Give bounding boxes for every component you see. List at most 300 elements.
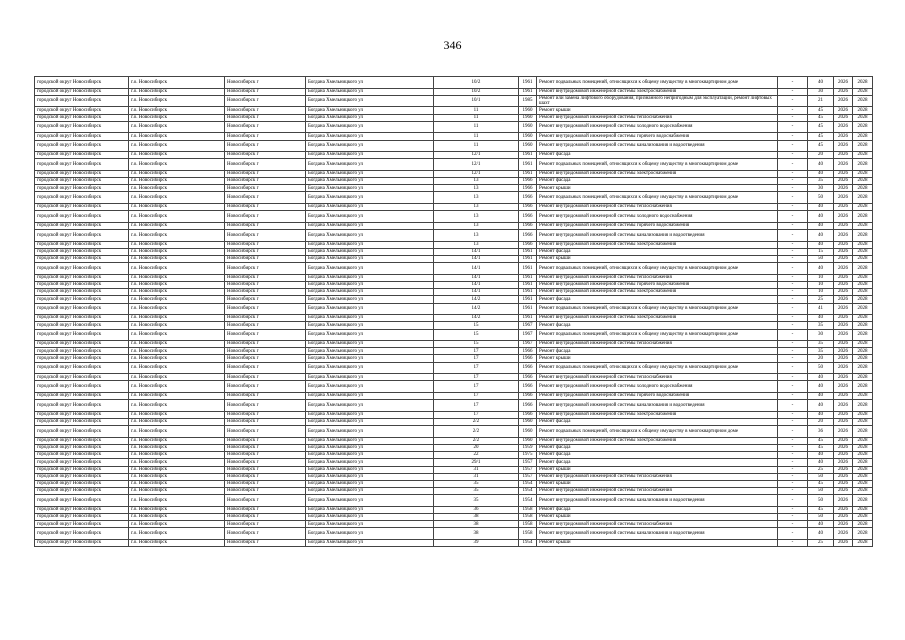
locality-cell: Новосибирск г — [225, 88, 306, 95]
street-cell: Богдана Хмельницкого ул — [306, 296, 434, 303]
start-year-cell: 2026 — [834, 230, 853, 242]
blank-cell: - — [778, 426, 808, 438]
street-cell: Богдана Хмельницкого ул — [306, 488, 434, 495]
locality-cell: Новосибирск г — [225, 263, 306, 275]
table-row — [35, 95, 873, 107]
work-type-cell: Ремонт внутридомовой инженерной системы канализования и водоотведения — [537, 230, 778, 242]
house-number-cell: 17 — [434, 400, 519, 412]
work-type-cell: Ремонт крыши — [537, 466, 778, 473]
settlement-cell: г.о. Новосибирск — [129, 114, 225, 121]
blank-cell: - — [778, 488, 808, 495]
start-year-cell: 2026 — [834, 473, 853, 480]
settlement-cell: г.о. Новосибирск — [129, 355, 225, 362]
settlement-cell: г.о. Новосибирск — [129, 152, 225, 159]
street-cell: Богдана Хмельницкого ул — [306, 230, 434, 242]
municipality-cell: городской округ Новосибирск — [35, 178, 129, 185]
end-year-cell: 2028 — [853, 289, 873, 296]
street-cell: Богдана Хмельницкого ул — [306, 400, 434, 412]
start-year-cell: 2026 — [834, 488, 853, 495]
build-year-cell: 1960 — [519, 140, 537, 152]
house-number-cell: 22 — [434, 452, 519, 459]
work-type-cell: Ремонт фасада — [537, 506, 778, 513]
table-row — [35, 133, 873, 140]
cost-cell: 40 — [808, 521, 834, 528]
settlement-cell: г.о. Новосибирск — [129, 400, 225, 412]
settlement-cell: г.о. Новосибирск — [129, 329, 225, 341]
street-cell: Богдана Хмельницкого ул — [306, 341, 434, 348]
start-year-cell: 2026 — [834, 296, 853, 303]
settlement-cell: г.о. Новосибирск — [129, 374, 225, 381]
start-year-cell: 2026 — [834, 480, 853, 487]
blank-cell: - — [778, 329, 808, 341]
settlement-cell: г.о. Новосибирск — [129, 159, 225, 171]
house-number-cell: 14/1 — [434, 289, 519, 296]
table-row — [35, 263, 873, 275]
start-year-cell: 2026 — [834, 437, 853, 444]
locality-cell: Новосибирск г — [225, 133, 306, 140]
municipality-cell: городской округ Новосибирск — [35, 426, 129, 438]
settlement-cell: г.о. Новосибирск — [129, 274, 225, 281]
municipality-cell: городской округ Новосибирск — [35, 411, 129, 418]
cost-cell: 15 — [808, 248, 834, 255]
start-year-cell: 2026 — [834, 374, 853, 381]
locality-cell: Новосибирск г — [225, 256, 306, 263]
settlement-cell: г.о. Новосибирск — [129, 437, 225, 444]
settlement-cell: г.о. Новосибирск — [129, 230, 225, 242]
municipality-cell: городской округ Новосибирск — [35, 514, 129, 521]
table-row — [35, 419, 873, 426]
work-type-cell: Ремонт внутридомовой инженерной системы канализования и водоотведения — [537, 495, 778, 507]
build-year-cell: 1957 — [519, 473, 537, 480]
settlement-cell: г.о. Новосибирск — [129, 411, 225, 418]
start-year-cell: 2026 — [834, 185, 853, 192]
table-row — [35, 488, 873, 495]
build-year-cell: 1954 — [519, 540, 537, 547]
street-cell: Богдана Хмельницкого ул — [306, 281, 434, 288]
start-year-cell: 2026 — [834, 348, 853, 355]
end-year-cell: 2028 — [853, 506, 873, 513]
table-row — [35, 315, 873, 322]
end-year-cell: 2028 — [853, 274, 873, 281]
blank-cell: - — [778, 452, 808, 459]
cost-cell: 50 — [808, 192, 834, 204]
locality-cell: Новосибирск г — [225, 77, 306, 89]
start-year-cell: 2026 — [834, 152, 853, 159]
cost-cell: 40 — [808, 170, 834, 177]
start-year-cell: 2026 — [834, 107, 853, 114]
house-number-cell: 11 — [434, 133, 519, 140]
start-year-cell: 2026 — [834, 322, 853, 329]
end-year-cell: 2028 — [853, 362, 873, 374]
settlement-cell: г.о. Новосибирск — [129, 528, 225, 540]
locality-cell: Новосибирск г — [225, 204, 306, 211]
municipality-cell: городской округ Новосибирск — [35, 256, 129, 263]
table-row — [35, 521, 873, 528]
settlement-cell: г.о. Новосибирск — [129, 289, 225, 296]
municipality-cell: городской округ Новосибирск — [35, 230, 129, 242]
end-year-cell: 2028 — [853, 374, 873, 381]
blank-cell: - — [778, 362, 808, 374]
start-year-cell: 2026 — [834, 274, 853, 281]
table-row — [35, 222, 873, 229]
table-row — [35, 140, 873, 152]
table-row — [35, 170, 873, 177]
start-year-cell: 2026 — [834, 419, 853, 426]
blank-cell: - — [778, 506, 808, 513]
cost-cell: 21 — [808, 95, 834, 107]
build-year-cell: 1961 — [519, 88, 537, 95]
blank-cell: - — [778, 528, 808, 540]
end-year-cell: 2028 — [853, 140, 873, 152]
start-year-cell: 2026 — [834, 329, 853, 341]
blank-cell: - — [778, 444, 808, 451]
locality-cell: Новосибирск г — [225, 466, 306, 473]
settlement-cell: г.о. Новосибирск — [129, 315, 225, 322]
municipality-cell: городской округ Новосибирск — [35, 77, 129, 89]
municipality-cell: городской округ Новосибирск — [35, 303, 129, 315]
settlement-cell: г.о. Новосибирск — [129, 341, 225, 348]
street-cell: Богдана Хмельницкого ул — [306, 459, 434, 466]
table-row — [35, 393, 873, 400]
blank-cell: - — [778, 204, 808, 211]
locality-cell: Новосибирск г — [225, 528, 306, 540]
blank-cell: - — [778, 230, 808, 242]
locality-cell: Новосибирск г — [225, 480, 306, 487]
blank-cell: - — [778, 303, 808, 315]
municipality-cell: городской округ Новосибирск — [35, 341, 129, 348]
blank-cell: - — [778, 466, 808, 473]
end-year-cell: 2028 — [853, 315, 873, 322]
locality-cell: Новосибирск г — [225, 473, 306, 480]
table-row — [35, 514, 873, 521]
house-number-cell: 14/1 — [434, 263, 519, 275]
blank-cell: - — [778, 315, 808, 322]
street-cell: Богдана Хмельницкого ул — [306, 303, 434, 315]
locality-cell: Новосибирск г — [225, 296, 306, 303]
municipality-cell: городской округ Новосибирск — [35, 444, 129, 451]
locality-cell: Новосибирск г — [225, 281, 306, 288]
build-year-cell: 1960 — [519, 121, 537, 133]
start-year-cell: 2026 — [834, 114, 853, 121]
municipality-cell: городской округ Новосибирск — [35, 329, 129, 341]
build-year-cell: 1960 — [519, 133, 537, 140]
blank-cell: - — [778, 514, 808, 521]
end-year-cell: 2028 — [853, 211, 873, 223]
work-type-cell: Ремонт крыши — [537, 107, 778, 114]
house-number-cell: 17 — [434, 374, 519, 381]
house-number-cell: 13 — [434, 204, 519, 211]
street-cell: Богдана Хмельницкого ул — [306, 393, 434, 400]
street-cell: Богдана Хмельницкого ул — [306, 121, 434, 133]
house-number-cell: 10/2 — [434, 77, 519, 89]
cost-cell: 40 — [808, 159, 834, 171]
work-type-cell: Ремонт внутридомовой инженерной системы горячего водоснабжения — [537, 281, 778, 288]
settlement-cell: г.о. Новосибирск — [129, 95, 225, 107]
municipality-cell: городской округ Новосибирск — [35, 315, 129, 322]
work-type-cell: Ремонт внутридомовой инженерной системы электроснабжения — [537, 170, 778, 177]
end-year-cell: 2028 — [853, 381, 873, 393]
start-year-cell: 2026 — [834, 540, 853, 547]
settlement-cell: г.о. Новосибирск — [129, 263, 225, 275]
start-year-cell: 2026 — [834, 362, 853, 374]
municipality-cell: городской округ Новосибирск — [35, 374, 129, 381]
build-year-cell: 1966 — [519, 393, 537, 400]
work-type-cell: Ремонт подвальных помещений, относящихся к общему имуществу в многоквартирном доме — [537, 362, 778, 374]
table-row — [35, 152, 873, 159]
street-cell: Богдана Хмельницкого ул — [306, 263, 434, 275]
blank-cell: - — [778, 393, 808, 400]
work-type-cell: Ремонт или замена лифтового оборудования, признанного непригодным для эксплуатации, ремонт лифтовых шахт — [537, 95, 778, 107]
municipality-cell: городской округ Новосибирск — [35, 473, 129, 480]
start-year-cell: 2026 — [834, 121, 853, 133]
house-number-cell: 14/2 — [434, 315, 519, 322]
cost-cell: 10 — [808, 274, 834, 281]
build-year-cell: 1966 — [519, 241, 537, 248]
settlement-cell: г.о. Новосибирск — [129, 514, 225, 521]
cost-cell: 25 — [808, 466, 834, 473]
house-number-cell: 13 — [434, 185, 519, 192]
table-row — [35, 185, 873, 192]
table-row — [35, 281, 873, 288]
work-type-cell: Ремонт внутридомовой инженерной системы электроснабжения — [537, 411, 778, 418]
locality-cell: Новосибирск г — [225, 121, 306, 133]
settlement-cell: г.о. Новосибирск — [129, 506, 225, 513]
municipality-cell: городской округ Новосибирск — [35, 419, 129, 426]
street-cell: Богдана Хмельницкого ул — [306, 322, 434, 329]
municipality-cell: городской округ Новосибирск — [35, 459, 129, 466]
page-number: 346 — [443, 38, 462, 52]
table-row — [35, 77, 873, 89]
municipality-cell: городской округ Новосибирск — [35, 393, 129, 400]
end-year-cell: 2028 — [853, 426, 873, 438]
blank-cell: - — [778, 341, 808, 348]
house-number-cell: 2/2 — [434, 419, 519, 426]
blank-cell: - — [778, 185, 808, 192]
municipality-cell: городской округ Новосибирск — [35, 114, 129, 121]
blank-cell: - — [778, 274, 808, 281]
work-type-cell: Ремонт внутридомовой инженерной системы канализования и водоотведения — [537, 528, 778, 540]
municipality-cell: городской округ Новосибирск — [35, 248, 129, 255]
start-year-cell: 2026 — [834, 211, 853, 223]
settlement-cell: г.о. Новосибирск — [129, 121, 225, 133]
street-cell: Богдана Хмельницкого ул — [306, 211, 434, 223]
settlement-cell: г.о. Новосибирск — [129, 480, 225, 487]
locality-cell: Новосибирск г — [225, 355, 306, 362]
end-year-cell: 2028 — [853, 480, 873, 487]
table-row — [35, 107, 873, 114]
cost-cell: 40 — [808, 374, 834, 381]
table-row — [35, 473, 873, 480]
end-year-cell: 2028 — [853, 185, 873, 192]
settlement-cell: г.о. Новосибирск — [129, 426, 225, 438]
cost-cell: 45 — [808, 444, 834, 451]
blank-cell: - — [778, 107, 808, 114]
start-year-cell: 2026 — [834, 411, 853, 418]
start-year-cell: 2026 — [834, 355, 853, 362]
end-year-cell: 2028 — [853, 411, 873, 418]
cost-cell: 30 — [808, 329, 834, 341]
work-type-cell: Ремонт подвальных помещений, относящихся к общему имуществу в многоквартирном доме — [537, 426, 778, 438]
build-year-cell: 1960 — [519, 114, 537, 121]
municipality-cell: городской округ Новосибирск — [35, 452, 129, 459]
settlement-cell: г.о. Новосибирск — [129, 521, 225, 528]
blank-cell: - — [778, 355, 808, 362]
build-year-cell: 1966 — [519, 355, 537, 362]
end-year-cell: 2028 — [853, 241, 873, 248]
cost-cell: 40 — [808, 411, 834, 418]
municipality-cell: городской округ Новосибирск — [35, 381, 129, 393]
street-cell: Богдана Хмельницкого ул — [306, 248, 434, 255]
start-year-cell: 2026 — [834, 506, 853, 513]
house-number-cell: 17 — [434, 355, 519, 362]
locality-cell: Новосибирск г — [225, 185, 306, 192]
house-number-cell: 13 — [434, 211, 519, 223]
street-cell: Богдана Хмельницкого ул — [306, 178, 434, 185]
build-year-cell: 1966 — [519, 374, 537, 381]
table-row — [35, 540, 873, 547]
municipality-cell: городской округ Новосибирск — [35, 107, 129, 114]
house-number-cell: 12/1 — [434, 170, 519, 177]
blank-cell: - — [778, 400, 808, 412]
settlement-cell: г.о. Новосибирск — [129, 170, 225, 177]
work-type-cell: Ремонт фасада — [537, 296, 778, 303]
locality-cell: Новосибирск г — [225, 540, 306, 547]
cost-cell: 40 — [808, 263, 834, 275]
locality-cell: Новосибирск г — [225, 211, 306, 223]
locality-cell: Новосибирск г — [225, 152, 306, 159]
house-number-cell: 17 — [434, 362, 519, 374]
municipality-cell: городской округ Новосибирск — [35, 274, 129, 281]
cost-cell: 35 — [808, 322, 834, 329]
end-year-cell: 2028 — [853, 256, 873, 263]
municipality-cell: городской округ Новосибирск — [35, 152, 129, 159]
blank-cell: - — [778, 211, 808, 223]
locality-cell: Новосибирск г — [225, 274, 306, 281]
locality-cell: Новосибирск г — [225, 411, 306, 418]
municipality-cell: городской округ Новосибирск — [35, 528, 129, 540]
settlement-cell: г.о. Новосибирск — [129, 211, 225, 223]
locality-cell: Новосибирск г — [225, 322, 306, 329]
build-year-cell: 1966 — [519, 185, 537, 192]
street-cell: Богдана Хмельницкого ул — [306, 480, 434, 487]
locality-cell: Новосибирск г — [225, 393, 306, 400]
municipality-cell: городской округ Новосибирск — [35, 540, 129, 547]
house-number-cell: 14/1 — [434, 281, 519, 288]
cost-cell: 40 — [808, 381, 834, 393]
cost-cell: 50 — [808, 256, 834, 263]
cost-cell: 40 — [808, 315, 834, 322]
end-year-cell: 2028 — [853, 152, 873, 159]
blank-cell: - — [778, 133, 808, 140]
end-year-cell: 2028 — [853, 329, 873, 341]
table-row — [35, 192, 873, 204]
street-cell: Богдана Хмельницкого ул — [306, 444, 434, 451]
work-type-cell: Ремонт внутридомовой инженерной системы горячего водоснабжения — [537, 133, 778, 140]
cost-cell: 40 — [808, 204, 834, 211]
blank-cell: - — [778, 540, 808, 547]
house-number-cell: 2/2 — [434, 437, 519, 444]
street-cell: Богдана Хмельницкого ул — [306, 437, 434, 444]
house-number-cell: 13 — [434, 230, 519, 242]
build-year-cell: 1959 — [519, 444, 537, 451]
start-year-cell: 2026 — [834, 426, 853, 438]
build-year-cell: 1967 — [519, 341, 537, 348]
start-year-cell: 2026 — [834, 289, 853, 296]
settlement-cell: г.о. Новосибирск — [129, 362, 225, 374]
settlement-cell: г.о. Новосибирск — [129, 192, 225, 204]
cost-cell: 35 — [808, 178, 834, 185]
end-year-cell: 2028 — [853, 159, 873, 171]
house-number-cell: 38 — [434, 514, 519, 521]
end-year-cell: 2028 — [853, 178, 873, 185]
cost-cell: 50 — [808, 488, 834, 495]
street-cell: Богдана Хмельницкого ул — [306, 495, 434, 507]
blank-cell: - — [778, 495, 808, 507]
build-year-cell: 1954 — [519, 480, 537, 487]
work-type-cell: Ремонт внутридомовой инженерной системы электроснабжения — [537, 315, 778, 322]
table-row — [35, 230, 873, 242]
table-row — [35, 437, 873, 444]
cost-cell: 36 — [808, 426, 834, 438]
end-year-cell: 2028 — [853, 473, 873, 480]
cost-cell: 40 — [808, 393, 834, 400]
table-row — [35, 444, 873, 451]
locality-cell: Новосибирск г — [225, 341, 306, 348]
build-year-cell: 1954 — [519, 495, 537, 507]
build-year-cell: 1966 — [519, 348, 537, 355]
settlement-cell: г.о. Новосибирск — [129, 381, 225, 393]
work-type-cell: Ремонт внутридомовой инженерной системы теплоснабжения — [537, 374, 778, 381]
house-number-cell: 12/1 — [434, 152, 519, 159]
locality-cell: Новосибирск г — [225, 159, 306, 171]
street-cell: Богдана Хмельницкого ул — [306, 528, 434, 540]
start-year-cell: 2026 — [834, 459, 853, 466]
locality-cell: Новосибирск г — [225, 114, 306, 121]
house-number-cell: 38 — [434, 528, 519, 540]
cost-cell: 20 — [808, 152, 834, 159]
house-number-cell: 20 — [434, 444, 519, 451]
house-number-cell: 36 — [434, 506, 519, 513]
work-type-cell: Ремонт фасада — [537, 419, 778, 426]
cost-cell: 10 — [808, 281, 834, 288]
street-cell: Богдана Хмельницкого ул — [306, 348, 434, 355]
street-cell: Богдана Хмельницкого ул — [306, 152, 434, 159]
settlement-cell: г.о. Новосибирск — [129, 133, 225, 140]
end-year-cell: 2028 — [853, 419, 873, 426]
build-year-cell: 1957 — [519, 459, 537, 466]
build-year-cell: 1958 — [519, 521, 537, 528]
locality-cell: Новосибирск г — [225, 381, 306, 393]
settlement-cell: г.о. Новосибирск — [129, 296, 225, 303]
locality-cell: Новосибирск г — [225, 437, 306, 444]
repair-schedule-table — [34, 76, 873, 547]
build-year-cell: 1967 — [519, 329, 537, 341]
house-number-cell: 15 — [434, 329, 519, 341]
cost-cell: 40 — [808, 222, 834, 229]
start-year-cell: 2026 — [834, 263, 853, 275]
work-type-cell: Ремонт крыши — [537, 480, 778, 487]
table-row — [35, 459, 873, 466]
locality-cell: Новосибирск г — [225, 426, 306, 438]
build-year-cell: 1961 — [519, 289, 537, 296]
cost-cell: 50 — [808, 473, 834, 480]
house-number-cell: 14/1 — [434, 274, 519, 281]
street-cell: Богдана Хмельницкого ул — [306, 133, 434, 140]
table-row — [35, 381, 873, 393]
work-type-cell: Ремонт фасада — [537, 348, 778, 355]
start-year-cell: 2026 — [834, 204, 853, 211]
locality-cell: Новосибирск г — [225, 107, 306, 114]
